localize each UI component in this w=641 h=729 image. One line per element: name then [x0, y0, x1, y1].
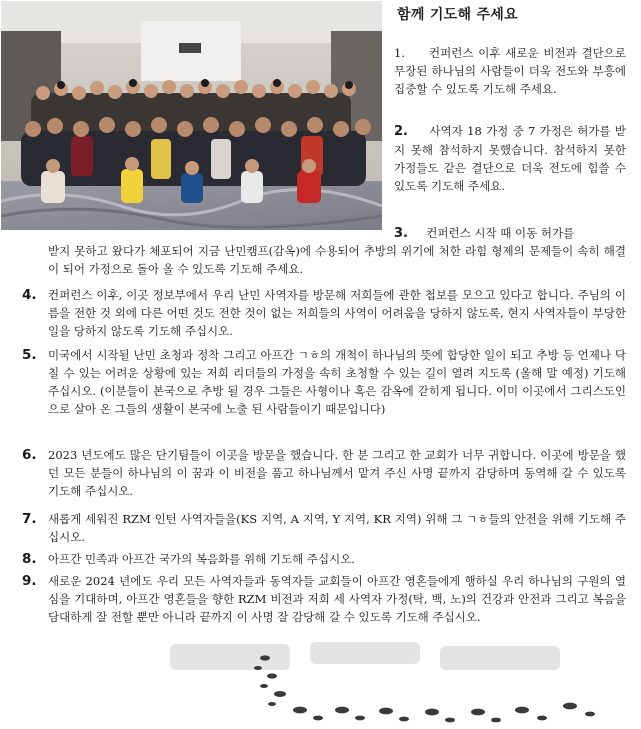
prayer-item-4	[22, 286, 626, 340]
item-text: 미국에서 시작될 난민 초청과 정착 그리고 아프간 ㄱㅎ의 개척이 하나님의 뜻에 합당한 일이 되고 추방 등 언제나 닥칠 수 있는 어려운 상황에 있는 저희 리더들의 가정을 속히 초청할 수 있는 길이 열려 지도록 (올해 말 예정) 기도해 주십시오. (이분들이 본국으로 추방 될 경우 그들은 사형이나 혹은 감옥에 갇히게 됩니다. 이미 이곳에서 그리스도인으로 살아 온 그들의 생활이 본국에 노출 된 사람들이기 때문입니다)	[48, 348, 626, 416]
item-number: 3.	[394, 226, 408, 241]
group-photo	[1, 1, 382, 230]
prayer-item-2	[394, 122, 626, 195]
item-text: 새로운 2024 년에도 우리 모든 사역자들과 동역자들 교회들이 아프간 영혼들에게 행하실 우리 하나님의 구원의 열심을 기대하며, 아프간 영혼들을 향한 RZM 비전과 저희 세 사역자 가정(탁, 백, 노)의 건강과 안전과 그리고 복음을 담대하게 잘 전할 뿐만 아니라 끝까지 이 사명 잘 감당해 갈 수 있도록 기도해 주십시오.	[48, 574, 626, 624]
footprints-decoration	[160, 638, 640, 725]
item-number: 4.	[22, 287, 37, 303]
item-text: 아프간 민족과 아프간 국가의 복음화를 위해 기도해 주십시오.	[48, 552, 355, 566]
prayer-item-3-head	[394, 224, 626, 243]
item-text: 새롭게 세워진 RZM 인턴 사역자들을(KS 지역, A 지역, Y 지역, KR 지역) 위해 그 ㄱㅎ들의 안전을 위해 기도해 주십시오.	[48, 512, 626, 544]
item-text: 컨퍼런스 이후 새로운 비전과 결단으로 무장된 하나님의 사람들이 더욱 전도와 부흥에 집중할 수 있도록 기도해 주세요.	[394, 46, 626, 96]
item-number: 7.	[22, 511, 37, 527]
prayer-item-1	[394, 44, 626, 98]
item-number: 8.	[22, 551, 37, 567]
prayer-item-8	[22, 550, 626, 568]
prayer-item-3-tail: 받지 못하고 왔다가 체포되어 지금 난민캠프(감옥)에 수용되어 추방의 위기에 처한 라힘 형제의 문제들이 속히 해결이 되어 가정으로 돌아 올 수 있도록 기도해 주세요.	[48, 244, 626, 276]
item-number: 1.	[394, 46, 405, 60]
item-number: 2.	[394, 124, 408, 139]
item-text: 컨퍼런스 시작 때 이동 허가를	[426, 226, 575, 240]
item-text: 2023 년도에도 많은 단기팀들이 이곳을 방문을 했습니다. 한 분 그리고 한 교회가 너무 귀합니다. 이곳에 방문을 했던 모든 분들이 하나님의 이 꿈과 이 비전을 품고 하나님께서 맡겨 주신 사명 끝까지 감당하며 동역해 갈 수 있도록 기도해 주십시오.	[48, 448, 626, 498]
prayer-item-6	[22, 446, 626, 500]
prayer-item-5	[22, 346, 626, 418]
page-title: 함께 기도해 주세요	[397, 7, 518, 23]
item-text: 컨퍼런스 이후, 이곳 정보부에서 우리 난민 사역자를 방문해 저희들에 관한 첩보를 모으고 있다고 합니다. 주님의 이름을 전한 것 외에 다른 어떤 것도 전한 것이 없는 저희들의 사역이 어려움을 당하지 않도록, 현지 사역자들이 부당한 일을 당하지 않도록 기도해 주십시오.	[48, 288, 626, 338]
item-text: 사역자 18 가정 중 7 가정은 허가를 받지 못해 참석하지 못했습니다. 참석하지 못한 가정들도 같은 결단으로 더욱 전도에 힘쓸 수 있도록 기도해 주세요.	[394, 124, 626, 193]
item-number: 9.	[22, 573, 37, 589]
prayer-item-7	[22, 510, 626, 546]
item-number: 5.	[22, 347, 37, 363]
prayer-item-9	[22, 572, 626, 626]
item-number: 6.	[22, 447, 37, 463]
